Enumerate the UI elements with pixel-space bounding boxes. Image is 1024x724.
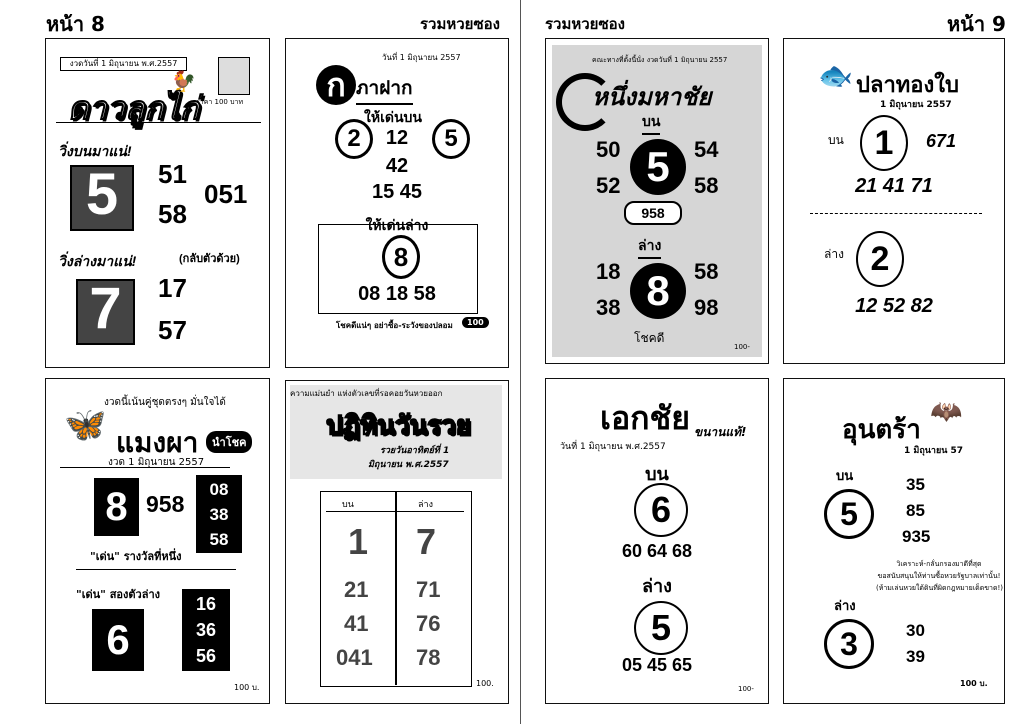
chicken-icon: 🐓 (171, 69, 196, 93)
lower-num-1: 17 (158, 273, 187, 303)
lower-caption: "เด่น" สองตัวล่าง (76, 588, 161, 601)
lower-num-2: 39 (906, 647, 925, 666)
upper-digit: 6 (634, 483, 688, 537)
lower-note: (กลับตัวด้วย) (179, 253, 240, 265)
upper-left-2: 52 (596, 173, 621, 198)
upper-label: บน (642, 111, 660, 135)
upper-right-2: 58 (694, 173, 719, 198)
date-line: 1 มิถุนายน 2557 (880, 100, 952, 110)
lower-digit: 5 (634, 601, 688, 655)
lower-num-1: 71 (416, 577, 441, 602)
date-line: มิถุนายน พ.ศ.2557 (368, 460, 449, 470)
upper-caption: "เด่น" รางวัลที่หนึ่ง (90, 550, 182, 563)
lower-num-3: 56 (195, 646, 217, 666)
price-label: 100- (738, 685, 754, 693)
lower-label: ล่าง (638, 235, 661, 259)
note-line-3: (ห้ามเล่นหวยใต้ดินที่ผิดกฎหมายเด็ดขาด!) (876, 584, 1004, 592)
col-lower: ล่าง (418, 500, 433, 510)
banner-text: ความแม่นยำ แห่งตัวเลขที่รอคอยวันหวยออก (290, 389, 443, 398)
upper-num-2: 41 (344, 611, 369, 636)
table-divider (395, 491, 397, 685)
lower-label: ล่าง (642, 576, 672, 596)
price-badge: 100 (462, 317, 489, 328)
lower-left-1: 18 (596, 259, 621, 284)
upper-num-2: 42 (385, 155, 409, 177)
panel-title: ภาฝาก (356, 73, 413, 105)
note-line-2: ขอสนับสนุนให้ท่านซื้อหวยรัฐบาลเท่านั้น! (877, 572, 1001, 580)
badge: นำโชค (206, 431, 252, 453)
upper-label: บน (828, 133, 844, 147)
price-label: ราคา 100 บาท (196, 98, 244, 106)
panel-title: ปลาทองใบ (856, 72, 959, 97)
upper-left-1: 50 (596, 137, 621, 162)
upper-num-1: 35 (906, 475, 925, 494)
panel-pla-thong-bai (783, 38, 1005, 364)
lower-digit: 2 (856, 231, 904, 287)
upper-digit: 1 (348, 521, 369, 562)
lower-nums-box (182, 589, 230, 671)
tagline: งวดนี้เน้นคู่ชุดตรงๆ มั่นใจได้ (104, 397, 226, 408)
upper-num-1: 21 (344, 577, 369, 602)
lower-digit: 6 (92, 609, 144, 671)
upper-num-3: 58 (209, 529, 229, 549)
fish-icon: 🐟 (818, 59, 853, 92)
upper-label: วิ่งบนมาแน่! (58, 143, 132, 159)
triple: 958 (146, 491, 185, 517)
lower-label: วิ่งล่างมาแน่! (58, 253, 137, 269)
lower-digit: 8 (630, 263, 686, 319)
section-title-right: รวมหวยซอง (545, 15, 625, 33)
lower-right-1: 58 (694, 259, 719, 284)
upper-nums: 60 64 68 (621, 541, 693, 561)
upper-num-3: 935 (902, 527, 931, 546)
date-line: วันที่ 1 มิถุนายน พ.ศ.2557 (560, 442, 666, 452)
upper-nums: 21 41 71 (855, 175, 933, 197)
panel-patithin-wan-ruay (285, 380, 509, 704)
upper-right-digit: 5 (432, 119, 470, 159)
lower-num-2: 76 (416, 611, 441, 636)
slogan: ขนานแท้! (694, 425, 747, 439)
upper-num-3: 041 (336, 645, 373, 670)
lower-left-2: 38 (596, 295, 621, 320)
lower-num-1: 30 (906, 621, 925, 640)
page-number-left: หน้า 8 (46, 12, 105, 36)
lower-num-2: 36 (195, 620, 217, 640)
panel-title: ดาวลูกไก่ (68, 90, 200, 126)
divider (60, 467, 230, 468)
panel-maeng-pha (45, 378, 270, 704)
title-letter: ก (316, 65, 356, 105)
lower-label: ล่าง (824, 247, 844, 261)
lower-digit: 7 (89, 276, 122, 341)
upper-digit: 8 (94, 478, 139, 536)
date-line: 1 มิถุนายน 57 (904, 446, 964, 456)
page-number-right: หน้า 9 (947, 12, 1006, 36)
price-label: 100. (476, 679, 494, 688)
col-upper: บน (342, 500, 354, 510)
upper-num-1: 51 (158, 159, 187, 189)
upper-num-1: 08 (209, 479, 229, 499)
upper-triple: 051 (204, 179, 248, 209)
upper-num-2: 38 (209, 504, 229, 524)
lower-nums: 12 52 82 (855, 295, 933, 317)
upper-digit: 5 (85, 162, 119, 227)
price-label: 100 บ. (234, 683, 260, 692)
lower-digit: 8 (382, 235, 420, 279)
divider (56, 122, 261, 123)
right-page (521, 0, 1024, 724)
upper-digit: 1 (860, 115, 908, 171)
price-label: 100- (734, 343, 750, 351)
upper-left-digit: 2 (335, 119, 373, 159)
lower-nums: 08 18 58 (358, 283, 436, 305)
triple-badge: 958 (624, 201, 682, 225)
section-title-left: รวมหวยซอง (420, 15, 500, 33)
butterfly-icon: 🦋 (64, 405, 107, 445)
panel-title: หนึ่งมหาชัย (592, 84, 712, 111)
upper-triple: 671 (926, 131, 957, 151)
header-rule (326, 511, 464, 512)
lower-nums: 05 45 65 (621, 655, 693, 675)
date-line: คณะทางที่ตั้งนี้นั่ง งวดวันที่ 1 มิถุนายน 2557 (592, 56, 728, 64)
upper-right-1: 54 (694, 137, 719, 162)
upper-num-1: 12 (385, 127, 409, 149)
price-label: 100 บ. (960, 679, 988, 688)
upper-digit: 5 (630, 139, 686, 195)
panel-title: อุนตร้า (842, 414, 921, 444)
panel-dao-luk-kai (45, 38, 270, 368)
upper-digit: 5 (824, 489, 874, 539)
note-line-1: วิเคราะห์-กลั่นกรองมาดีที่สุด (896, 560, 982, 568)
upper-nums-box (196, 475, 242, 553)
stamp-icon (218, 57, 250, 95)
footer-text: โชคดีแน่ๆ อย่าซื้อ-ระวังของปลอม (336, 321, 453, 330)
date-line: งวดวันที่ 1 มิถุนายน พ.ศ.2557 (60, 57, 187, 71)
lower-label: ล่าง (834, 598, 856, 613)
lower-num-1: 16 (195, 594, 217, 614)
upper-num-2: 85 (906, 501, 925, 520)
panel-title: ปฏิทินวันรวย (326, 410, 472, 440)
panel-title: แมงผา (116, 427, 199, 458)
upper-num-3: 15 45 (371, 181, 423, 203)
date-line: งวด 1 มิถุนายน 2557 (108, 457, 205, 468)
upper-label: บน (645, 464, 669, 484)
lower-label: ให้เด่นล่าง (365, 217, 429, 233)
lower-digit: 7 (416, 521, 437, 562)
bat-icon: 🦇 (930, 397, 963, 427)
footer-text: โชคดี (634, 331, 665, 345)
lower-digit: 3 (824, 619, 874, 669)
divider (76, 569, 236, 570)
panel-kor-pa-fak (285, 38, 509, 368)
upper-num-2: 58 (158, 199, 187, 229)
panel-untara (783, 378, 1005, 704)
subtitle: รวยวันอาทิตย์ที่ 1 (380, 446, 450, 456)
lower-right-2: 98 (694, 295, 719, 320)
lower-num-2: 57 (158, 315, 187, 345)
panel-nueng-maha-chai (545, 38, 769, 364)
upper-label: บน (836, 468, 854, 483)
panel-ek-chai (545, 378, 769, 704)
panel-title: เอกชัย (600, 400, 690, 436)
date-line: วันที่ 1 มิถุนายน 2557 (382, 53, 461, 62)
upper-label: ให้เด่นบน (364, 109, 422, 125)
divider (810, 213, 982, 214)
lower-num-3: 78 (416, 645, 441, 670)
